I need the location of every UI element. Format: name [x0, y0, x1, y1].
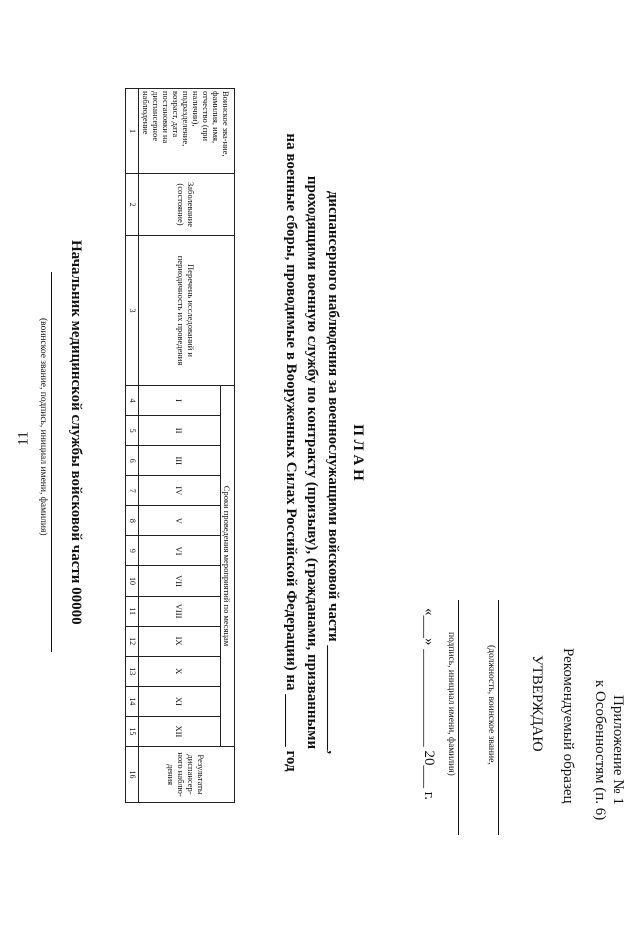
- column-number: 2: [126, 174, 139, 236]
- plan-title-line1: диспансерного наблюдения за военнослужащими войсковой части ______________,: [325, 190, 341, 755]
- month-cell: VI: [139, 536, 221, 566]
- month-cell: II: [139, 416, 221, 446]
- column-number: 3: [126, 236, 139, 386]
- column-number: 14: [126, 686, 139, 716]
- column-number: 11: [126, 596, 139, 626]
- column-number: 15: [126, 716, 139, 746]
- month-cell: VII: [139, 566, 221, 596]
- position-line: [498, 600, 499, 835]
- appendix-label: Приложение № 1: [610, 695, 626, 805]
- month-cell: VIII: [139, 596, 221, 626]
- col2-header: Заболевание (состояние): [139, 174, 235, 236]
- column-number: 16: [126, 747, 139, 803]
- plan-heading: П Л А Н: [350, 424, 366, 481]
- column-number: 6: [126, 446, 139, 476]
- month-cell: X: [139, 656, 221, 686]
- month-cell: XII: [139, 716, 221, 746]
- page-number: 11: [15, 431, 32, 446]
- medical-chief-label: Начальник медицинской службы войсковой части 00000: [68, 240, 84, 625]
- column-number: 5: [126, 416, 139, 446]
- position-caption: (должность, воинское звание,: [486, 645, 496, 765]
- date-line: «___» _____________ 20___ г.: [421, 608, 437, 800]
- month-cell: IX: [139, 626, 221, 656]
- plan-table: [125, 88, 235, 803]
- column-number: 13: [126, 656, 139, 686]
- month-cell: XI: [139, 686, 221, 716]
- months-header: Сроки проведения мероприятий по месяцам: [221, 386, 235, 747]
- chief-line: [51, 272, 52, 652]
- column-number: 8: [126, 506, 139, 536]
- results-header: Результаты диспансер-ного наблю-дения: [139, 747, 235, 803]
- plan-title-line2: проходящими военную службу по контракту (призыву), (гражданами, призванными: [304, 175, 320, 750]
- chief-caption: (воинское звание, подпись, инициал имени, фамилия): [38, 318, 48, 536]
- month-cell: III: [139, 446, 221, 476]
- column-number: 4: [126, 386, 139, 416]
- month-cell: IV: [139, 476, 221, 506]
- approve-label: УТВЕРЖДАЮ: [529, 655, 545, 752]
- col1-header: Воинское зва-ние, фамилия, имя, отчество (при наличии), подразделение, возраст, дата постановки на диспансерное наблюдение: [139, 89, 235, 174]
- col3-header: Перечень исследований и периодичность их проведения: [139, 236, 235, 386]
- recommended-sample: Рекомендуемый образец: [560, 648, 576, 804]
- month-cell: I: [139, 386, 221, 416]
- column-number: 7: [126, 476, 139, 506]
- month-cell: V: [139, 506, 221, 536]
- column-number: 12: [126, 626, 139, 656]
- signature-line: [458, 600, 459, 835]
- appendix-ref: к Особенностям (п. 6): [592, 680, 608, 821]
- column-number: 10: [126, 566, 139, 596]
- column-number: 1: [126, 89, 139, 174]
- column-number: 9: [126, 536, 139, 566]
- plan-title-line3: на военные сборы, проводимые в Вооруженных Силах Российской Федерации) на _______ год: [283, 133, 299, 772]
- signature-caption: подпись, инициал имени, фамилия): [446, 632, 456, 776]
